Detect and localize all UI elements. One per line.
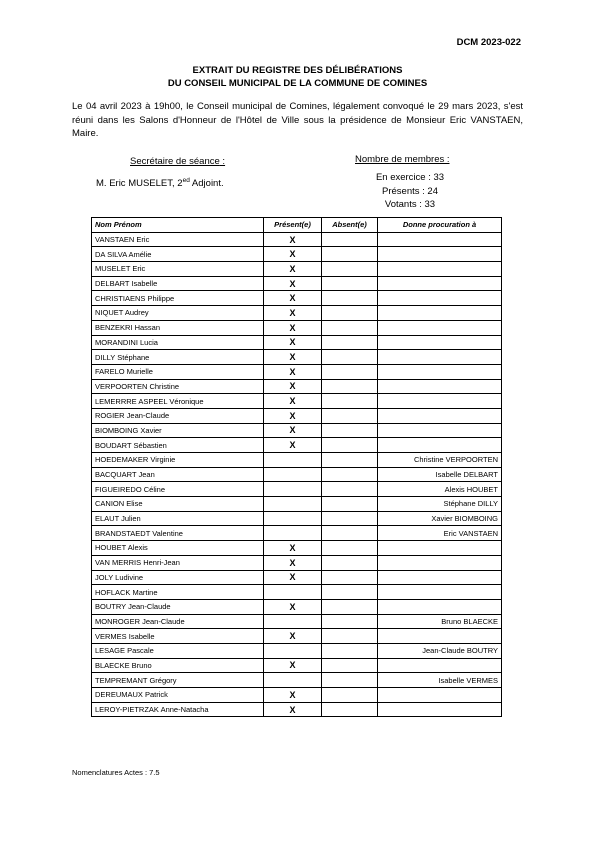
absent-cell bbox=[322, 585, 378, 600]
present-cell: X bbox=[264, 394, 322, 409]
present-cell: X bbox=[264, 423, 322, 438]
table-row bbox=[92, 541, 502, 556]
absent-cell bbox=[322, 467, 378, 482]
proxy-cell bbox=[378, 629, 502, 644]
absent-cell bbox=[322, 614, 378, 629]
document-reference: DCM 2023-022 bbox=[456, 37, 521, 48]
member-name-cell: BRANDSTAEDT Valentine bbox=[92, 526, 264, 541]
header-name: Nom Prénom bbox=[92, 218, 264, 233]
member-name-cell: MORANDINI Lucia bbox=[92, 335, 264, 350]
member-name-cell: ELAUT Julien bbox=[92, 511, 264, 526]
absent-cell bbox=[322, 276, 378, 291]
header-absent: Absent(e) bbox=[322, 218, 378, 233]
table-row bbox=[92, 408, 502, 423]
absent-cell bbox=[322, 570, 378, 585]
table-row bbox=[92, 306, 502, 321]
present-cell bbox=[264, 511, 322, 526]
table-row bbox=[92, 658, 502, 673]
absent-cell bbox=[322, 643, 378, 658]
present-cell: X bbox=[264, 408, 322, 423]
present-cell: X bbox=[264, 232, 322, 247]
member-name-cell: NIQUET Audrey bbox=[92, 306, 264, 321]
proxy-cell bbox=[378, 688, 502, 703]
member-name-cell: VERMES Isabelle bbox=[92, 629, 264, 644]
table-row bbox=[92, 497, 502, 512]
secretary-heading bbox=[130, 156, 225, 167]
member-name-cell: BOUTRY Jean-Claude bbox=[92, 599, 264, 614]
proxy-cell bbox=[378, 291, 502, 306]
member-name-cell: BLAECKE Bruno bbox=[92, 658, 264, 673]
absent-cell bbox=[322, 438, 378, 453]
table-row bbox=[92, 291, 502, 306]
member-name-cell: BENZEKRI Hassan bbox=[92, 320, 264, 335]
proxy-cell: Isabelle DELBART bbox=[378, 467, 502, 482]
member-name-cell: TEMPREMANT Grégory bbox=[92, 673, 264, 688]
table-row bbox=[92, 555, 502, 570]
present-cell: X bbox=[264, 570, 322, 585]
proxy-cell: Xavier BIOMBOING bbox=[378, 511, 502, 526]
proxy-cell bbox=[378, 262, 502, 277]
secretary-ordinal: ed bbox=[182, 177, 190, 184]
present-cell bbox=[264, 643, 322, 658]
absent-cell bbox=[322, 702, 378, 717]
proxy-cell: Bruno BLAECKE bbox=[378, 614, 502, 629]
member-name-cell: BIOMBOING Xavier bbox=[92, 423, 264, 438]
proxy-cell bbox=[378, 555, 502, 570]
proxy-cell: Christine VERPOORTEN bbox=[378, 453, 502, 468]
present-cell: X bbox=[264, 658, 322, 673]
member-name-cell: HOFLACK Martine bbox=[92, 585, 264, 600]
member-name-cell: LEROY-PIETRZAK Anne-Natacha bbox=[92, 702, 264, 717]
absent-cell bbox=[322, 423, 378, 438]
proxy-cell: Stéphane DILLY bbox=[378, 497, 502, 512]
absent-cell bbox=[322, 306, 378, 321]
present-cell: X bbox=[264, 702, 322, 717]
member-name-cell: FIGUEIREDO Céline bbox=[92, 482, 264, 497]
proxy-cell bbox=[378, 232, 502, 247]
proxy-cell bbox=[378, 320, 502, 335]
member-name-cell: LEMERRRE ASPEEL Véronique bbox=[92, 394, 264, 409]
member-name-cell: MUSELET Eric bbox=[92, 262, 264, 277]
present-cell: X bbox=[264, 306, 322, 321]
member-name-cell: CANION Elise bbox=[92, 497, 264, 512]
secretary-name bbox=[96, 177, 224, 189]
proxy-cell bbox=[378, 247, 502, 262]
table-row bbox=[92, 673, 502, 688]
header-present: Présent(e) bbox=[264, 218, 322, 233]
member-name-cell: LESAGE Pascale bbox=[92, 643, 264, 658]
member-name-cell: DEREUMAUX Patrick bbox=[92, 688, 264, 703]
table-row bbox=[92, 702, 502, 717]
member-name-cell: MONROGER Jean-Claude bbox=[92, 614, 264, 629]
member-name-cell: JOLY Ludivine bbox=[92, 570, 264, 585]
absent-cell bbox=[322, 658, 378, 673]
member-name-cell: CHRISTIAENS Philippe bbox=[92, 291, 264, 306]
member-name-cell: VAN MERRIS Henri-Jean bbox=[92, 555, 264, 570]
table-row bbox=[92, 688, 502, 703]
present-cell bbox=[264, 482, 322, 497]
present-cell bbox=[264, 526, 322, 541]
present-cell bbox=[264, 467, 322, 482]
proxy-cell bbox=[378, 394, 502, 409]
secretary-heading-label: Secrétaire de séance bbox=[130, 156, 220, 167]
table-row bbox=[92, 511, 502, 526]
proxy-cell: Isabelle VERMES bbox=[378, 673, 502, 688]
absent-cell bbox=[322, 247, 378, 262]
table-row bbox=[92, 247, 502, 262]
present-cell bbox=[264, 453, 322, 468]
present-cell: X bbox=[264, 320, 322, 335]
member-name-cell: BOUDART Sébastien bbox=[92, 438, 264, 453]
proxy-cell: Jean-Claude BOUTRY bbox=[378, 643, 502, 658]
absent-cell bbox=[322, 629, 378, 644]
proxy-cell bbox=[378, 306, 502, 321]
present-cell: X bbox=[264, 335, 322, 350]
table-row bbox=[92, 585, 502, 600]
table-row bbox=[92, 423, 502, 438]
table-row bbox=[92, 379, 502, 394]
present-cell bbox=[264, 585, 322, 600]
absent-cell bbox=[322, 408, 378, 423]
present-cell: X bbox=[264, 350, 322, 365]
header-proxy: Donne procuration à bbox=[378, 218, 502, 233]
table-header-row bbox=[92, 218, 502, 233]
proxy-cell bbox=[378, 599, 502, 614]
secretary-role: Adjoint. bbox=[189, 178, 224, 190]
proxy-cell: Eric VANSTAEN bbox=[378, 526, 502, 541]
document-title bbox=[0, 64, 595, 90]
attendance-table bbox=[91, 217, 502, 717]
table-row bbox=[92, 364, 502, 379]
absent-cell bbox=[322, 482, 378, 497]
absent-cell bbox=[322, 599, 378, 614]
table-row bbox=[92, 599, 502, 614]
absent-cell bbox=[322, 262, 378, 277]
title-line-2: DU CONSEIL MUNICIPAL DE LA COMMUNE DE COMINES bbox=[167, 78, 428, 89]
proxy-cell bbox=[378, 364, 502, 379]
member-name-cell: DA SILVA Amélie bbox=[92, 247, 264, 262]
absent-cell bbox=[322, 394, 378, 409]
proxy-cell bbox=[378, 585, 502, 600]
member-name-cell: DELBART Isabelle bbox=[92, 276, 264, 291]
absent-cell bbox=[322, 541, 378, 556]
table-row bbox=[92, 643, 502, 658]
proxy-cell: Alexis HOUBET bbox=[378, 482, 502, 497]
absent-cell bbox=[322, 379, 378, 394]
proxy-cell bbox=[378, 335, 502, 350]
proxy-cell bbox=[378, 438, 502, 453]
table-row bbox=[92, 276, 502, 291]
present-cell: X bbox=[264, 599, 322, 614]
table-row bbox=[92, 335, 502, 350]
present-cell bbox=[264, 497, 322, 512]
table-row bbox=[92, 394, 502, 409]
table-row bbox=[92, 350, 502, 365]
present-cell: X bbox=[264, 276, 322, 291]
proxy-cell bbox=[378, 379, 502, 394]
present-cell: X bbox=[264, 247, 322, 262]
absent-cell bbox=[322, 526, 378, 541]
present-cell bbox=[264, 614, 322, 629]
proxy-cell bbox=[378, 570, 502, 585]
member-name-cell: DILLY Stéphane bbox=[92, 350, 264, 365]
absent-cell bbox=[322, 453, 378, 468]
proxy-cell bbox=[378, 350, 502, 365]
proxy-cell bbox=[378, 541, 502, 556]
proxy-cell bbox=[378, 408, 502, 423]
member-name-cell: HOEDEMAKER Virginie bbox=[92, 453, 264, 468]
absent-cell bbox=[322, 688, 378, 703]
present-cell: X bbox=[264, 688, 322, 703]
present-cell: X bbox=[264, 379, 322, 394]
table-row bbox=[92, 629, 502, 644]
member-name-cell: ROGIER Jean-Claude bbox=[92, 408, 264, 423]
proxy-cell bbox=[378, 702, 502, 717]
members-en-exercice: En exercice : 33 bbox=[375, 172, 445, 183]
table-row bbox=[92, 453, 502, 468]
table-row bbox=[92, 482, 502, 497]
table-row bbox=[92, 232, 502, 247]
member-name-cell: VERPOORTEN Christine bbox=[92, 379, 264, 394]
title-line-1: EXTRAIT DU REGISTRE DES DÉLIBÉRATIONS bbox=[192, 65, 403, 76]
member-name-cell: FARELO Murielle bbox=[92, 364, 264, 379]
present-cell: X bbox=[264, 291, 322, 306]
proxy-cell bbox=[378, 423, 502, 438]
members-heading: Nombre de membres : bbox=[355, 154, 450, 165]
secretary-name-text: M. Eric MUSELET, 2 bbox=[96, 178, 183, 190]
absent-cell bbox=[322, 350, 378, 365]
table-row bbox=[92, 320, 502, 335]
members-presents: Présents : 24 bbox=[382, 186, 438, 197]
absent-cell bbox=[322, 335, 378, 350]
present-cell: X bbox=[264, 438, 322, 453]
absent-cell bbox=[322, 511, 378, 526]
present-cell: X bbox=[264, 541, 322, 556]
table-row bbox=[92, 526, 502, 541]
absent-cell bbox=[322, 320, 378, 335]
absent-cell bbox=[322, 673, 378, 688]
table-row bbox=[92, 467, 502, 482]
intro-paragraph: Le 04 avril 2023 à 19h00, le Conseil municipal de Comines, légalement convoqué le 29 mars 2023, s'est réuni dans les Salons d'Honneur de l'Hôtel de Ville sous la présidence de Monsieur Eric VANSTAEN, Maire. bbox=[72, 101, 523, 139]
present-cell: X bbox=[264, 364, 322, 379]
present-cell: X bbox=[264, 629, 322, 644]
footer-nomenclature: Nomenclatures Actes : 7.5 bbox=[72, 768, 160, 777]
member-name-cell: VANSTAEN Eric bbox=[92, 232, 264, 247]
absent-cell bbox=[322, 291, 378, 306]
table-row bbox=[92, 614, 502, 629]
secretary-heading-colon: : bbox=[219, 156, 226, 167]
member-name-cell: BACQUART Jean bbox=[92, 467, 264, 482]
absent-cell bbox=[322, 364, 378, 379]
absent-cell bbox=[322, 555, 378, 570]
table-row bbox=[92, 438, 502, 453]
table-row bbox=[92, 570, 502, 585]
absent-cell bbox=[322, 232, 378, 247]
absent-cell bbox=[322, 497, 378, 512]
proxy-cell bbox=[378, 276, 502, 291]
table-row bbox=[92, 262, 502, 277]
present-cell: X bbox=[264, 555, 322, 570]
member-name-cell: HOUBET Alexis bbox=[92, 541, 264, 556]
members-votants: Votants : 33 bbox=[384, 199, 436, 210]
present-cell bbox=[264, 673, 322, 688]
present-cell: X bbox=[264, 262, 322, 277]
proxy-cell bbox=[378, 658, 502, 673]
